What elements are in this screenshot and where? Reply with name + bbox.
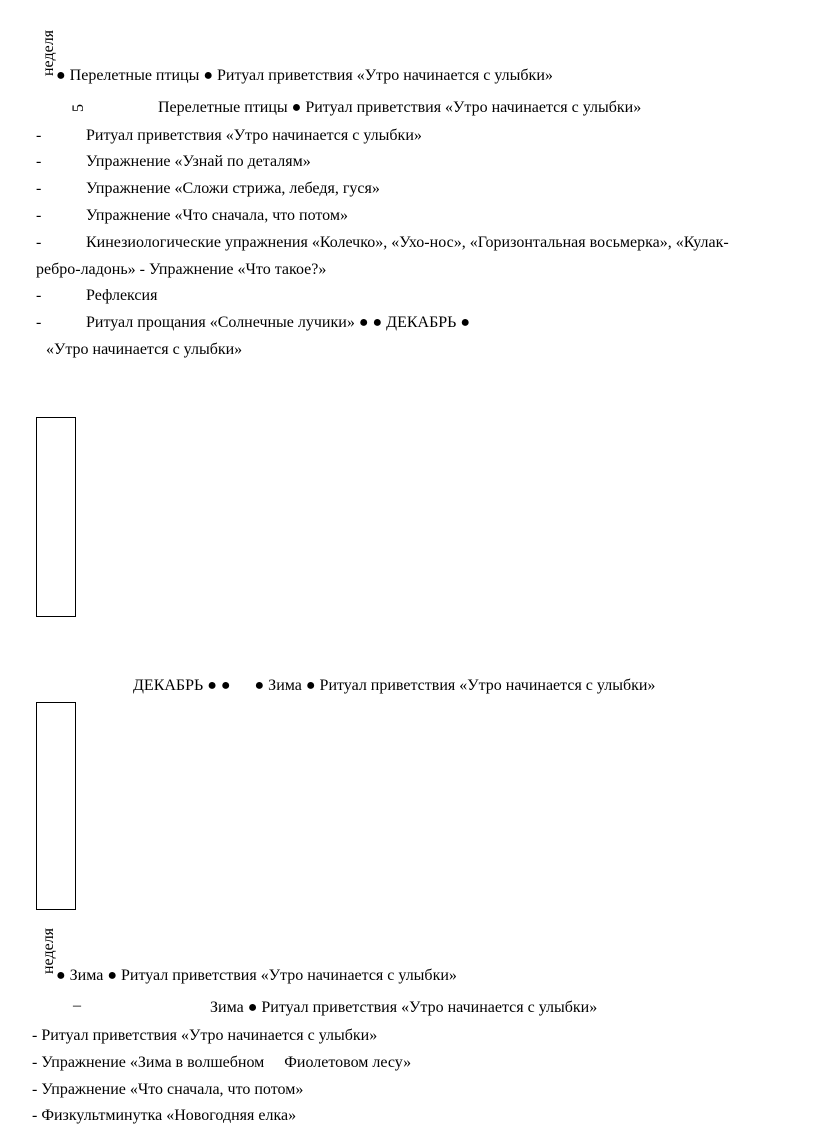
list-item-text: Упражнение «Сложи стрижа, лебедя, гуся»	[86, 180, 380, 197]
list-item	[0, 179, 816, 199]
list-item-kinesio	[0, 233, 816, 253]
list-item-reflection	[0, 286, 816, 306]
list-item: - Упражнение «Что сначала, что потом»	[32, 1081, 304, 1098]
month-heading-line: ДЕКАБРЬ ● ● ● Зима ● Ритуал приветствия «Утро начинается с улыбки»	[133, 677, 656, 694]
list-item-text: Кинезиологические упражнения «Колечко», «Ухо-нос», «Горизонтальная восьмерка», «Кулак-	[86, 234, 729, 251]
list-item-kinesio-continuation: ребро-ладонь» - Упражнение «Что такое?»	[36, 261, 327, 278]
list-dash: -	[36, 127, 42, 144]
list-item-text: Упражнение «Узнай по деталям»	[86, 153, 311, 170]
list-item-text: Рефлексия	[86, 287, 158, 304]
topic-line-winter-mark: –	[73, 997, 81, 1014]
topic-line-winter-1: ● Зима ● Ритуал приветствия «Утро начинается с улыбки»	[56, 967, 457, 984]
empty-frame-1	[36, 417, 76, 617]
list-item	[0, 206, 816, 226]
list-dash: -	[36, 180, 42, 197]
list-item-farewell-continuation: «Утро начинается с улыбки»	[46, 341, 243, 358]
topic-line-2: Перелетные птицы ● Ритуал приветствия «Утро начинается с улыбки»	[158, 99, 642, 116]
list-dash: -	[36, 153, 42, 170]
topic-line-winter-2: Зима ● Ритуал приветствия «Утро начинается с улыбки»	[210, 999, 598, 1016]
list-item-text: Ритуал приветствия «Утро начинается с улыбки»	[86, 127, 422, 144]
topic-line-1: ● Перелетные птицы ● Ритуал приветствия «Утро начинается с улыбки»	[56, 67, 553, 84]
list-item: - Физкультминутка «Новогодняя елка»	[32, 1107, 297, 1124]
list-item: - Ритуал приветствия «Утро начинается с улыбки»	[32, 1027, 378, 1044]
week-number-vertical: 5	[70, 104, 87, 112]
list-dash: -	[36, 287, 42, 304]
empty-frame-2	[36, 702, 76, 910]
list-item-farewell	[0, 313, 816, 333]
list-item-text: Упражнение «Что сначала, что потом»	[86, 207, 348, 224]
list-item: - Упражнение «Зима в волшебном Фиолетовом лесу»	[32, 1054, 412, 1071]
list-item	[0, 152, 816, 172]
list-dash: -	[36, 207, 42, 224]
week-label-vertical: неделя	[40, 29, 57, 76]
week-label-vertical-2: неделя	[40, 927, 57, 974]
list-dash: -	[36, 234, 42, 251]
list-dash: -	[36, 314, 42, 331]
list-item	[0, 126, 816, 146]
list-item-text: Ритуал прощания «Солнечные лучики» ● ● ДЕКАБРЬ ●	[86, 314, 471, 331]
